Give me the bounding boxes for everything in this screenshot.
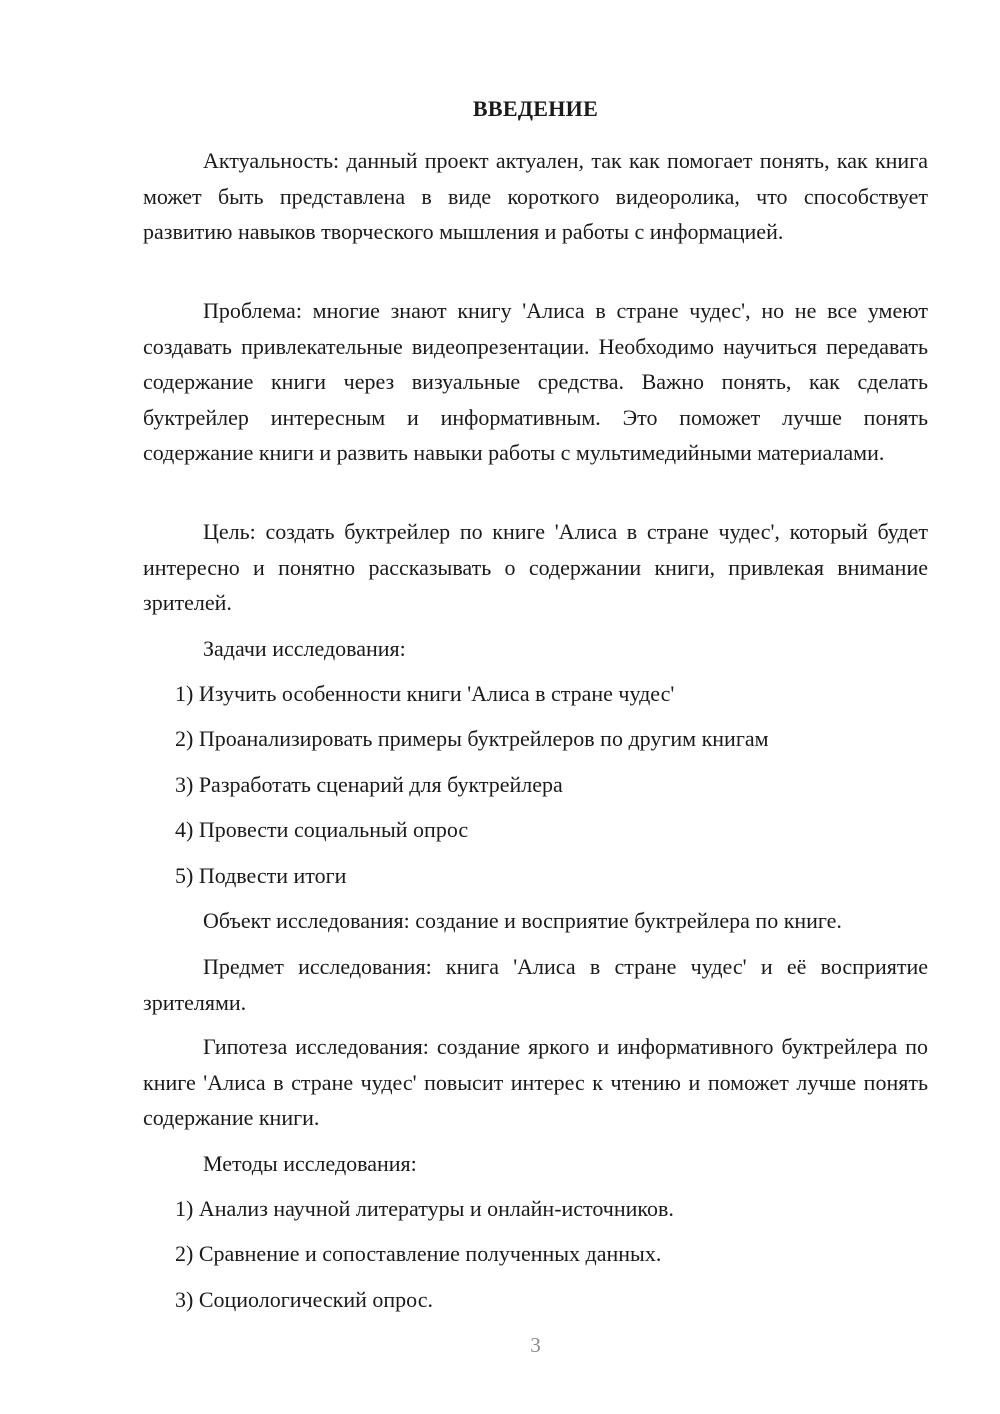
task-item: 3) Разработать сценарий для буктрейлера — [175, 772, 563, 797]
task-item: 1) Изучить особенности книги 'Алиса в стране чудес' — [175, 681, 675, 706]
problem-paragraph: Проблема: многие знают книгу 'Алиса в стране чудес', но не все умеют создавать привлекательные видеопрезентации. Необходимо научиться передавать содержание книги через визуальные средства. Важно понять, как сделать буктрейлер интересным и информативным. Это поможет лучше понять содержание книги и развить навыки работы с мультимедийными материалами. — [143, 298, 928, 465]
goal-paragraph: Цель: создать буктрейлер по книге 'Алиса в стране чудес', который будет интересно и понятно рассказывать о содержании книги, привлекая внимание зрителей. — [143, 519, 928, 615]
document-page — [143, 0, 928, 1414]
method-item: 1) Анализ научной литературы и онлайн-источников. — [175, 1196, 674, 1221]
page-number: 3 — [530, 1333, 541, 1357]
task-item: 2) Проанализировать примеры буктрейлеров по другим книгам — [175, 726, 769, 751]
tasks-heading: Задачи исследования: — [203, 636, 406, 661]
object-paragraph: Объект исследования: создание и восприятие буктрейлера по книге. — [203, 908, 842, 933]
page-title: ВВЕДЕНИЕ — [472, 96, 599, 121]
subject-paragraph: Предмет исследования: книга 'Алиса в стране чудес' и её восприятие зрителями. — [143, 954, 928, 1015]
task-item: 4) Провести социальный опрос — [175, 817, 469, 842]
method-item: 3) Социологический опрос. — [175, 1287, 433, 1312]
methods-heading: Методы исследования: — [203, 1151, 417, 1176]
relevance-paragraph: Актуальность: данный проект актуален, так как помогает понять, как книга может быть представлена в виде короткого видеоролика, что способствует развитию навыков творческого мышления и работы с информацией. — [143, 148, 928, 244]
task-item: 5) Подвести итоги — [175, 863, 347, 888]
hypothesis-paragraph: Гипотеза исследования: создание яркого и информативного буктрейлера по книге 'Алиса в стране чудес' повысит интерес к чтению и поможет лучше понять содержание книги. — [143, 1034, 928, 1130]
method-item: 2) Сравнение и сопоставление полученных данных. — [175, 1241, 662, 1266]
